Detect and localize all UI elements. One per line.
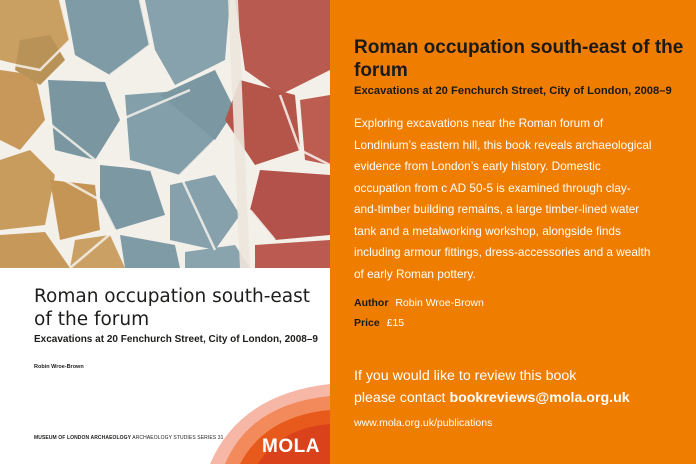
- price-row: [354, 317, 404, 329]
- author-label: Author: [354, 297, 389, 309]
- cover-subtitle: Excavations at 20 Fenchurch Street, City of London, 2008–9: [34, 334, 318, 345]
- description-line: of early Roman pottery.: [354, 266, 476, 281]
- panel-title: Roman occupation south-east of the forum: [354, 37, 684, 81]
- description-line: occupation from c AD 50-5 is examined through clay-: [354, 180, 631, 195]
- review-prefix: please contact: [354, 390, 450, 406]
- description-line: evidence from London’s early history. Domestic: [354, 159, 601, 173]
- review-email-link[interactable]: bookreviews@mola.org.uk: [449, 390, 630, 406]
- cover-series-name: ARCHAEOLOGY STUDIES SERIES 31: [132, 435, 224, 441]
- info-panel: [330, 0, 696, 464]
- price-label: Price: [354, 317, 380, 329]
- review-line-1: If you would like to review this book: [354, 368, 577, 384]
- publications-url-link[interactable]: www.mola.org.uk/publications: [354, 417, 493, 429]
- description-line: including armour fittings, dress-accessories and a wealth: [354, 245, 651, 259]
- description-line: tank and a metalworking workshop, alongside finds: [354, 223, 621, 238]
- price-value: £15: [386, 317, 405, 329]
- panel-description: [354, 113, 692, 285]
- cover-image-plaster-fragments: [0, 0, 330, 268]
- cover-series-org: MUSEUM OF LONDON ARCHAEOLOGY: [34, 435, 132, 441]
- review-line-2: [354, 390, 630, 406]
- author-value: Robin Wroe-Brown: [395, 297, 484, 309]
- book-cover: [0, 0, 330, 464]
- author-row: [354, 297, 484, 309]
- cover-title: Roman occupation south-east of the forum: [34, 286, 311, 330]
- description-line: Londinium’s eastern hill, this book reveals archaeological: [354, 137, 652, 152]
- cover-series-line: [34, 435, 223, 441]
- cover-author: Robin Wroe-Brown: [34, 364, 84, 370]
- description-line: and-timber building remains, a large timber-lined water: [354, 202, 640, 216]
- mola-logo: MOLA: [262, 436, 320, 457]
- panel-subtitle: Excavations at 20 Fenchurch Street, City of London, 2008–9: [354, 85, 672, 97]
- description-line: Exploring excavations near the Roman forum of: [354, 116, 604, 130]
